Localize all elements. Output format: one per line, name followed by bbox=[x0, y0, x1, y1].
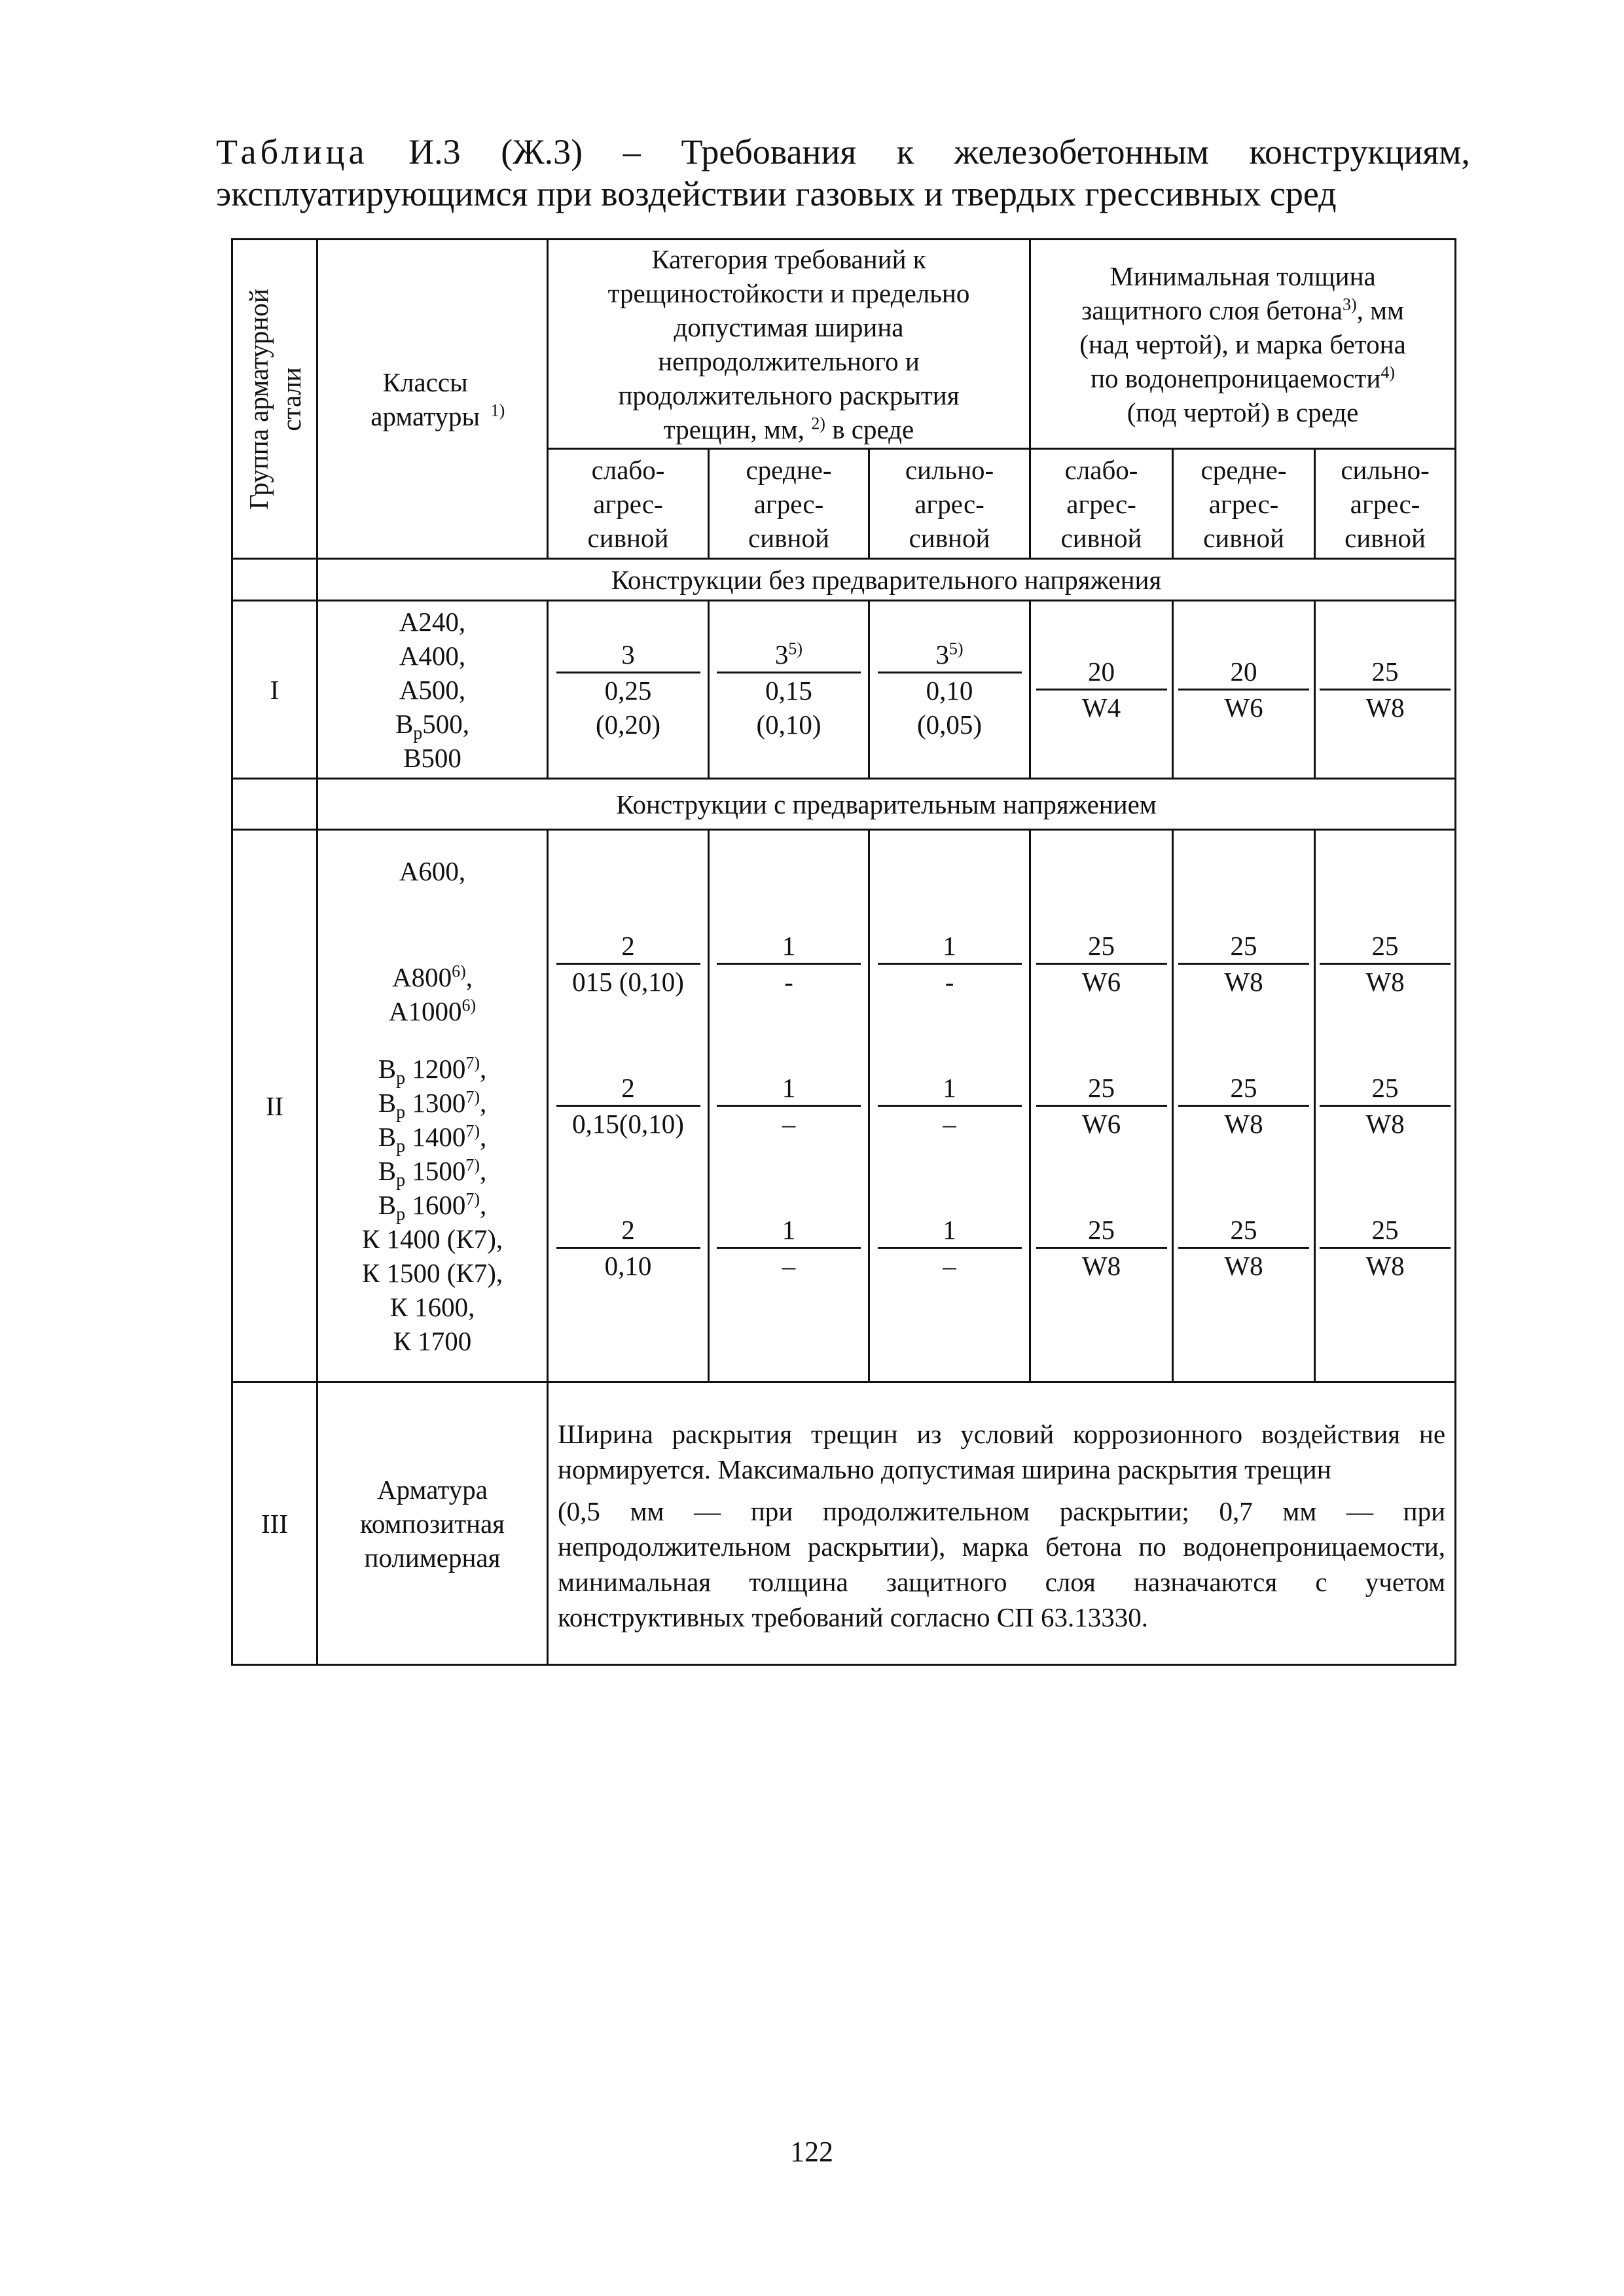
footnote-ref: 7) bbox=[465, 1155, 480, 1174]
fraction-denominator: 0,15(0,10) bbox=[572, 1109, 684, 1139]
class-text: , bbox=[480, 1087, 487, 1118]
class-subscript: р bbox=[396, 1067, 406, 1088]
title-word: конструкциям, bbox=[1249, 132, 1470, 171]
fraction bbox=[1035, 1071, 1168, 1141]
page-number: 122 bbox=[790, 2136, 833, 2168]
fraction bbox=[874, 1071, 1025, 1141]
title-word: к bbox=[896, 132, 914, 171]
section-empty-cell bbox=[232, 559, 317, 601]
class-text: , bbox=[480, 1053, 487, 1084]
fraction-numerator bbox=[878, 637, 1022, 673]
fraction-numerator: 25 bbox=[1036, 1071, 1167, 1107]
fraction-numerator bbox=[717, 637, 861, 673]
footnote-ref: 7) bbox=[465, 1052, 480, 1072]
title-word: И.3 bbox=[408, 132, 461, 171]
fraction bbox=[552, 1213, 704, 1283]
class-item bbox=[322, 994, 543, 1028]
env-text: слабо- bbox=[591, 454, 665, 485]
fraction-denominator: W8 bbox=[1224, 967, 1263, 997]
fraction-spacer bbox=[713, 999, 864, 1071]
footnote-ref: 6) bbox=[452, 961, 466, 980]
class-text: , bbox=[480, 1121, 487, 1152]
group-label: II bbox=[232, 830, 317, 1382]
fraction-denominator-alt: (0,20) bbox=[595, 709, 661, 740]
env-text: сивной bbox=[1060, 522, 1142, 553]
section-title: Конструкции без предварительного напряжения bbox=[317, 559, 1456, 601]
cover-cell bbox=[1173, 830, 1315, 1382]
env-text: сивной bbox=[748, 522, 829, 553]
env-text: сильно- bbox=[1341, 454, 1430, 485]
fraction-numerator: 25 bbox=[1178, 1213, 1309, 1249]
class-item bbox=[322, 1188, 543, 1225]
fraction-numerator: 1 bbox=[717, 1071, 861, 1107]
class-text: 1400 bbox=[405, 1121, 466, 1152]
cover-cell bbox=[1315, 601, 1456, 779]
fraction-value: 3 bbox=[774, 639, 789, 670]
env-text: сивной bbox=[1203, 522, 1284, 553]
env-text: агрес- bbox=[593, 488, 663, 519]
header-classes-cell bbox=[317, 240, 548, 559]
title-word: – bbox=[623, 132, 641, 171]
class-subscript: р bbox=[396, 1204, 406, 1225]
env-slight-crack bbox=[548, 449, 709, 559]
group3-note-paragraph: Ширина раскрытия трещин из условий коррозионного воздействия не нормируется. Максимально допустимая ширина раскрытия трещин bbox=[558, 1418, 1446, 1484]
fraction bbox=[1035, 655, 1168, 725]
crack-cell bbox=[709, 601, 869, 779]
fraction-denominator: – bbox=[943, 1109, 956, 1139]
class-text: 1600 bbox=[405, 1189, 466, 1220]
header-cover-line bbox=[1035, 361, 1451, 395]
footnote-ref: 1) bbox=[490, 400, 505, 420]
class-item: К 1400 (К7), bbox=[361, 1223, 503, 1254]
header-crack-text: трещин, мм, bbox=[663, 414, 812, 444]
footnote-ref: 7) bbox=[465, 1121, 480, 1140]
header-row bbox=[232, 240, 1456, 449]
env-text: сивной bbox=[587, 522, 669, 553]
env-strong-cover bbox=[1315, 449, 1456, 559]
fraction-denominator: - bbox=[945, 967, 954, 997]
env-strong-crack bbox=[869, 449, 1030, 559]
env-text: средне- bbox=[746, 454, 832, 485]
fraction-numerator: 25 bbox=[1036, 1213, 1167, 1249]
group-label: I bbox=[232, 601, 317, 779]
fraction-spacer bbox=[1035, 1141, 1168, 1213]
class-subscript: р bbox=[396, 1136, 406, 1157]
class-spacer bbox=[322, 888, 543, 960]
fraction-spacer bbox=[552, 999, 704, 1071]
fraction-numerator: 20 bbox=[1178, 655, 1309, 691]
class-item: Арматура bbox=[377, 1474, 488, 1505]
table-title-line1 bbox=[216, 131, 1470, 173]
header-crack-line: непродолжительного и bbox=[658, 346, 920, 376]
header-cover-line: Минимальная толщина bbox=[1110, 260, 1376, 291]
class-item: А400, bbox=[399, 640, 466, 671]
requirements-table bbox=[231, 238, 1456, 1666]
fraction bbox=[874, 637, 1025, 742]
title-word: Требования bbox=[681, 132, 857, 171]
class-spacer bbox=[322, 1028, 543, 1052]
header-crack-cell bbox=[548, 240, 1030, 449]
env-text: слабо- bbox=[1064, 454, 1138, 485]
class-text: В bbox=[378, 1121, 397, 1152]
fraction-denominator-alt: (0,05) bbox=[916, 709, 983, 740]
header-group-cell bbox=[232, 240, 317, 559]
class-text: 1500 bbox=[405, 1155, 466, 1186]
fraction-spacer bbox=[552, 1141, 704, 1213]
cover-cell bbox=[1315, 830, 1456, 1382]
class-item: композитная bbox=[360, 1508, 505, 1539]
fraction bbox=[874, 1213, 1025, 1283]
fraction-value: 3 bbox=[935, 639, 949, 670]
footnote-ref: 4) bbox=[1380, 362, 1396, 382]
class-text: В bbox=[395, 708, 414, 739]
class-item: К 1700 bbox=[393, 1325, 472, 1356]
fraction-denominator: W8 bbox=[1224, 1251, 1263, 1281]
class-item bbox=[322, 1154, 543, 1191]
fraction-numerator: 1 bbox=[878, 1213, 1022, 1249]
class-item bbox=[322, 707, 543, 744]
fraction bbox=[1178, 1071, 1310, 1141]
fraction bbox=[552, 637, 704, 742]
fraction-numerator: 25 bbox=[1320, 929, 1451, 965]
header-crack-text: в среде bbox=[825, 414, 914, 444]
group-row bbox=[232, 830, 1456, 1382]
title-word: (Ж.3) bbox=[501, 132, 583, 171]
class-subscript: р bbox=[396, 1170, 406, 1191]
class-item: полимерная bbox=[364, 1542, 501, 1573]
fraction bbox=[1035, 1213, 1168, 1283]
crack-cell bbox=[869, 601, 1030, 779]
crack-cell bbox=[709, 830, 869, 1382]
crack-cell bbox=[869, 830, 1030, 1382]
fraction bbox=[1178, 1213, 1310, 1283]
section-title: Конструкции с предварительным напряжением bbox=[317, 779, 1456, 830]
crack-cell bbox=[548, 601, 709, 779]
fraction-numerator: 25 bbox=[1178, 929, 1309, 965]
table-title-line2: эксплуатирующимся при воздействии газовых и твердых грессивных сред bbox=[216, 174, 1337, 213]
fraction bbox=[1320, 1213, 1451, 1283]
footnote-ref: 5) bbox=[948, 639, 964, 658]
fraction-spacer bbox=[1178, 999, 1310, 1071]
group-classes-cell bbox=[317, 601, 548, 779]
class-text: А1000 bbox=[388, 996, 462, 1026]
class-text: А800 bbox=[391, 961, 452, 992]
fraction-numerator bbox=[556, 637, 700, 673]
fraction bbox=[713, 1213, 864, 1283]
env-medium-cover bbox=[1173, 449, 1315, 559]
fraction-denominator: 0,15 bbox=[765, 675, 812, 706]
table-title bbox=[216, 131, 1470, 215]
header-crack-line bbox=[552, 412, 1025, 446]
fraction bbox=[713, 929, 864, 999]
fraction-denominator: – bbox=[943, 1251, 956, 1281]
group-classes-cell bbox=[317, 1382, 548, 1665]
class-item bbox=[322, 1052, 543, 1086]
fraction-numerator: 25 bbox=[1320, 655, 1451, 691]
fraction-spacer bbox=[1320, 999, 1451, 1071]
fraction bbox=[552, 1071, 704, 1141]
fraction-spacer bbox=[1320, 1141, 1451, 1213]
footnote-ref: 5) bbox=[788, 639, 803, 658]
fraction-denominator: W8 bbox=[1081, 1251, 1121, 1281]
cover-cell bbox=[1173, 601, 1315, 779]
fraction-numerator: 25 bbox=[1178, 1071, 1309, 1107]
cover-cell bbox=[1030, 601, 1173, 779]
group-classes-cell bbox=[317, 830, 548, 1382]
fraction-spacer bbox=[874, 1141, 1025, 1213]
class-item: А600, bbox=[399, 855, 466, 886]
fraction-numerator: 1 bbox=[878, 1071, 1022, 1107]
class-item bbox=[322, 1120, 543, 1157]
fraction-denominator: 015 (0,10) bbox=[572, 967, 684, 997]
fraction bbox=[552, 929, 704, 999]
group-label: III bbox=[232, 1382, 317, 1665]
fraction bbox=[713, 1071, 864, 1141]
class-text: В bbox=[378, 1087, 397, 1118]
class-item: К 1600, bbox=[389, 1291, 475, 1322]
header-classes-label: Классы арматуры bbox=[370, 367, 480, 431]
fraction-numerator: 2 bbox=[556, 929, 700, 965]
fraction bbox=[1178, 929, 1310, 999]
fraction-denominator: W8 bbox=[1365, 1109, 1405, 1139]
group-row bbox=[232, 1382, 1456, 1665]
fraction-denominator: 0,10 bbox=[604, 1251, 652, 1281]
fraction bbox=[1035, 929, 1168, 999]
fraction-numerator: 1 bbox=[878, 929, 1022, 965]
env-text: сивной bbox=[909, 522, 990, 553]
group3-note-cell bbox=[548, 1382, 1456, 1665]
fraction bbox=[1320, 1071, 1451, 1141]
class-item bbox=[322, 960, 543, 994]
title-word: железобетонным bbox=[954, 132, 1209, 171]
class-item: К 1500 (К7), bbox=[361, 1257, 503, 1288]
header-cover-cell bbox=[1030, 240, 1456, 449]
crack-cell bbox=[548, 830, 709, 1382]
header-crack-line: допустимая ширина bbox=[674, 312, 904, 342]
env-text: агрес- bbox=[1066, 488, 1136, 519]
fraction-numerator: 25 bbox=[1320, 1071, 1451, 1107]
fraction-denominator: W8 bbox=[1224, 1109, 1263, 1139]
fraction bbox=[1178, 655, 1310, 725]
class-text: В bbox=[378, 1155, 397, 1186]
fraction-numerator: 1 bbox=[717, 929, 861, 965]
class-text: 1300 bbox=[405, 1087, 466, 1118]
fraction bbox=[713, 637, 864, 742]
fraction-denominator: - bbox=[784, 967, 793, 997]
class-text: , bbox=[480, 1155, 487, 1186]
class-text: В bbox=[378, 1053, 397, 1084]
header-group-label: Группа арматурной стали bbox=[243, 288, 306, 510]
footnote-ref: 7) bbox=[465, 1189, 480, 1208]
class-text: В bbox=[378, 1189, 397, 1220]
fraction-spacer bbox=[874, 999, 1025, 1071]
env-slight-cover bbox=[1030, 449, 1173, 559]
header-crack-line: трещиностойкости и предельно bbox=[607, 278, 970, 308]
fraction-denominator: W6 bbox=[1081, 967, 1121, 997]
fraction-denominator: W4 bbox=[1081, 692, 1121, 723]
fraction-denominator: W8 bbox=[1365, 967, 1405, 997]
env-medium-crack bbox=[709, 449, 869, 559]
section-row bbox=[232, 559, 1456, 601]
class-item: А240, bbox=[399, 606, 466, 637]
class-text: , bbox=[480, 1189, 487, 1220]
env-text: агрес- bbox=[1350, 488, 1420, 519]
footnote-ref: 7) bbox=[465, 1086, 480, 1106]
fraction-value: 3 bbox=[621, 639, 635, 670]
class-item: В500 bbox=[403, 742, 461, 773]
fraction-numerator: 2 bbox=[556, 1213, 700, 1249]
group-row bbox=[232, 601, 1456, 779]
section-empty-cell bbox=[232, 779, 317, 830]
header-cover-line: (над чертой), и марка бетона bbox=[1079, 329, 1406, 359]
header-cover-line bbox=[1035, 293, 1451, 327]
fraction bbox=[1320, 655, 1451, 725]
header-cover-line: (под чертой) в среде bbox=[1127, 397, 1359, 427]
fraction-denominator: 0,10 bbox=[926, 675, 973, 706]
fraction-denominator-alt: (0,10) bbox=[756, 709, 821, 740]
header-cover-text: по водонепроницаемости bbox=[1091, 363, 1381, 393]
fraction-denominator: W6 bbox=[1081, 1109, 1121, 1139]
class-item bbox=[322, 1086, 543, 1120]
env-text: агрес- bbox=[753, 488, 824, 519]
header-cover-text: защитного слоя бетона bbox=[1081, 295, 1343, 325]
fraction bbox=[874, 929, 1025, 999]
group3-note-paragraph: (0,5 мм — при продолжительном раскрытии; 0,7 мм — при непродолжительном раскрытии), марка бетона по водонепроницаемости, минимальная толщина защитного слоя назначаются с учетом конструктивных требований согласно СП 63.13330. bbox=[558, 1496, 1446, 1632]
class-text: 500, bbox=[422, 708, 470, 739]
env-text: сильно- bbox=[905, 454, 994, 485]
fraction-numerator: 2 bbox=[556, 1071, 700, 1107]
fraction-numerator: 25 bbox=[1320, 1213, 1451, 1249]
footnote-ref: 6) bbox=[461, 995, 477, 1014]
fraction-numerator: 20 bbox=[1036, 655, 1167, 691]
fraction-spacer bbox=[713, 1141, 864, 1213]
fraction-denominator: W8 bbox=[1365, 692, 1405, 723]
class-text: , bbox=[465, 961, 473, 992]
env-text: агрес- bbox=[914, 488, 984, 519]
fraction-denominator: 0,25 bbox=[604, 675, 652, 706]
fraction-denominator: W6 bbox=[1224, 692, 1263, 723]
header-cover-text: , мм bbox=[1356, 295, 1404, 325]
fraction-numerator: 1 bbox=[717, 1213, 861, 1249]
fraction-denominator: W8 bbox=[1365, 1251, 1405, 1281]
footnote-ref: 3) bbox=[1342, 294, 1357, 314]
env-text: средне- bbox=[1200, 454, 1287, 485]
class-item: А500, bbox=[399, 674, 466, 705]
env-text: сивной bbox=[1344, 522, 1426, 553]
fraction-denominator: – bbox=[782, 1251, 796, 1281]
section-row bbox=[232, 779, 1456, 830]
fraction bbox=[1320, 929, 1451, 999]
header-crack-line: Категория требований к bbox=[651, 243, 926, 274]
cover-cell bbox=[1030, 830, 1173, 1382]
class-text: 1200 bbox=[405, 1053, 466, 1084]
fraction-numerator: 25 bbox=[1036, 929, 1167, 965]
title-word: Таблица bbox=[216, 132, 369, 171]
header-crack-line: продолжительного раскрытия bbox=[618, 380, 960, 410]
footnote-ref: 2) bbox=[811, 413, 825, 433]
env-text: агрес- bbox=[1208, 488, 1279, 519]
fraction-spacer bbox=[1035, 999, 1168, 1071]
class-subscript: р bbox=[396, 1102, 406, 1122]
fraction-spacer bbox=[1178, 1141, 1310, 1213]
class-subscript: р bbox=[413, 723, 423, 744]
fraction-denominator: – bbox=[782, 1109, 796, 1139]
